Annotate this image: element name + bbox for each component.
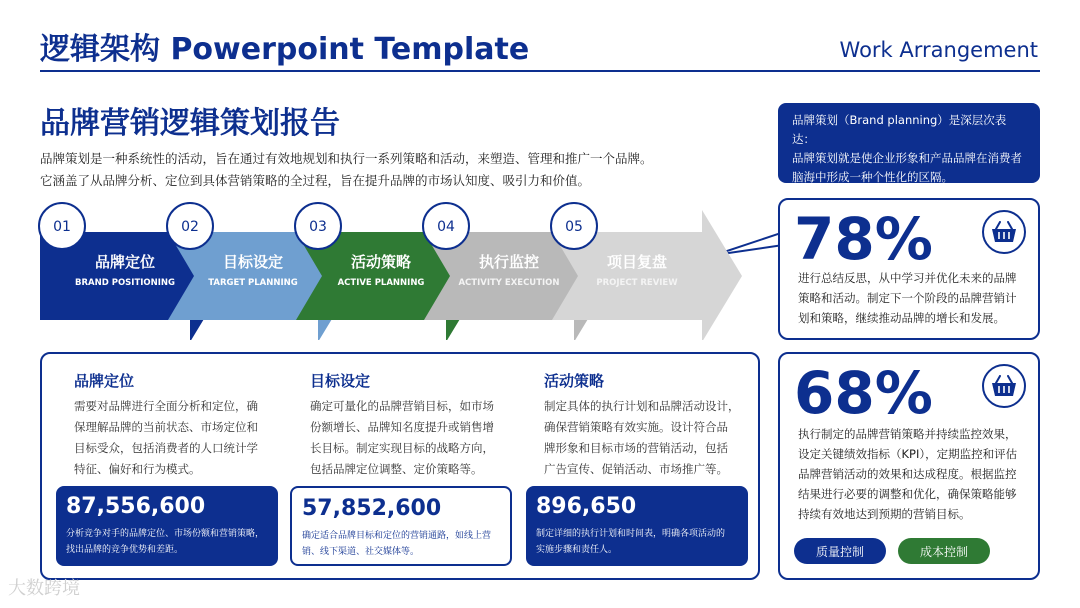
percent-value: 68% [794,359,933,427]
column-line: 包括品牌定位调整、定价策略等。 [310,462,483,476]
stat-description [536,526,738,558]
column-title: 品牌定位 [74,372,135,390]
stat-number: 57,852,600 [302,496,442,521]
column-title: 目标设定 [310,372,371,390]
card-text [798,424,1017,524]
step-5 [551,203,742,340]
step-subtitle: ACTIVITY EXECUTION [458,278,560,288]
column-line: 长目标。制定实现目标的战略方向， [310,441,494,455]
header-right-title: Work Arrangement [839,38,1038,62]
step-title: 执行监控 [478,253,540,271]
intro-text [40,148,740,192]
intro-line: 它涵盖了从品牌分析、定位到具体营销策略的全过程，旨在提升品牌的市场认知度、吸引力和价值。 [40,173,591,188]
cost-control-pill: 成本控制 [898,538,990,564]
step-number: 02 [181,219,199,235]
stat-line: 确定适合品牌目标和定位的营销通路，如线上营 [302,531,492,541]
card-line: 策略和活动。制定下一个阶段的品牌营销计 [798,291,1017,305]
percent-value: 78% [794,205,933,273]
column-line: 制定具体的执行计划和品牌活动设计， [544,399,740,413]
intro-line: 品牌策划是一种系统性的活动，旨在通过有效地规划和执行一系列策略和活动，来塑造、管理和推广一个品牌。 [40,151,653,166]
stat-card-68 [778,352,1040,580]
quality-control-pill: 质量控制 [794,538,886,564]
stat-card-78 [778,198,1040,340]
details-card [40,352,760,580]
card-line: 执行制定的品牌营销策略并持续监控效果， [798,427,1017,441]
step-number: 05 [565,219,583,235]
section-heading: 品牌营销逻辑策划报告 [40,106,340,141]
stat-description [66,526,268,558]
card-line: 持续有效地达到预期的营销目标。 [798,507,971,521]
stat-box [526,486,748,566]
stat-line: 分析竞争对手的品牌定位、市场份额和营销策略， [66,529,265,539]
stat-number: 87,556,600 [66,494,206,519]
column-text [310,396,494,480]
step-number: 01 [53,219,71,235]
stat-line: 实施步骤和责任人。 [536,545,618,555]
header-divider [40,70,1040,72]
step-title: 活动策略 [350,253,412,271]
callout-line: 脑海中形成一种个性化的区隔。 [792,170,953,184]
step-subtitle: TARGET PLANNING [208,278,298,288]
step-subtitle: PROJECT REVIEW [596,278,678,288]
card-line: 划和策略，继续推动品牌的增长和发展。 [798,311,1005,325]
column-line: 确保营销策略有效实施。设计符合品 [544,420,728,434]
step-number: 04 [437,219,455,235]
step-number: 03 [309,219,327,235]
basket-icon [982,210,1026,254]
stat-line: 找出品牌的竞争优势和差距。 [66,545,184,555]
column-line: 确定可量化的品牌营销目标，如市场 [310,399,494,413]
callout-line: 品牌策划（Brand planning）是深层次表达： [792,113,1007,146]
stat-line: 销、线下渠道、社交媒体等。 [302,547,420,557]
callout-line: 品牌策划就是使企业形象和产品品牌在消费者 [792,151,1022,165]
step-title: 项目复盘 [606,253,668,271]
step-subtitle: ACTIVE PLANNING [337,278,425,288]
column-line: 特征、偏好和行为模式。 [74,462,201,476]
callout-box [778,103,1040,183]
column-text [544,396,740,480]
step-title: 目标设定 [222,253,284,271]
column-line: 广告宣传、促销活动、市场推广等。 [544,462,728,476]
card-line: 设定关键绩效指标（KPI），定期监控和评估 [798,447,1018,461]
process-arrows [0,200,790,340]
stat-number: 896,650 [536,494,637,519]
column-line: 需要对品牌进行全面分析和定位，确 [74,399,258,413]
column-line: 牌形象和目标市场的营销活动，包括 [544,441,728,455]
card-line: 进行总结反思，从中学习并优化未来的品牌 [798,271,1017,285]
stat-box [56,486,278,566]
column-text [74,396,258,480]
column-line: 份额增长、品牌知名度提升或销售增 [310,420,494,434]
column-line: 保理解品牌的当前状态、市场定位和 [74,420,258,434]
column-title: 活动策略 [544,372,605,390]
stat-description [302,528,500,560]
card-line: 品牌营销活动的效果和达成程度。根据监控 [798,467,1017,481]
watermark-logo: 大数跨境 [8,578,80,599]
page-title: 逻辑架构 Powerpoint Template [40,32,530,67]
step-title: 品牌定位 [94,253,156,271]
card-text [798,268,1017,328]
stat-line: 制定详细的执行计划和时间表，明确各项活动的 [536,529,726,539]
card-line: 结果进行必要的调整和优化，确保策略能够 [798,487,1017,501]
column-line: 目标受众，包括消费者的人口统计学 [74,441,258,455]
step-subtitle: BRAND POSITIONING [74,278,176,288]
basket-icon [982,364,1026,408]
stat-box [290,486,512,566]
